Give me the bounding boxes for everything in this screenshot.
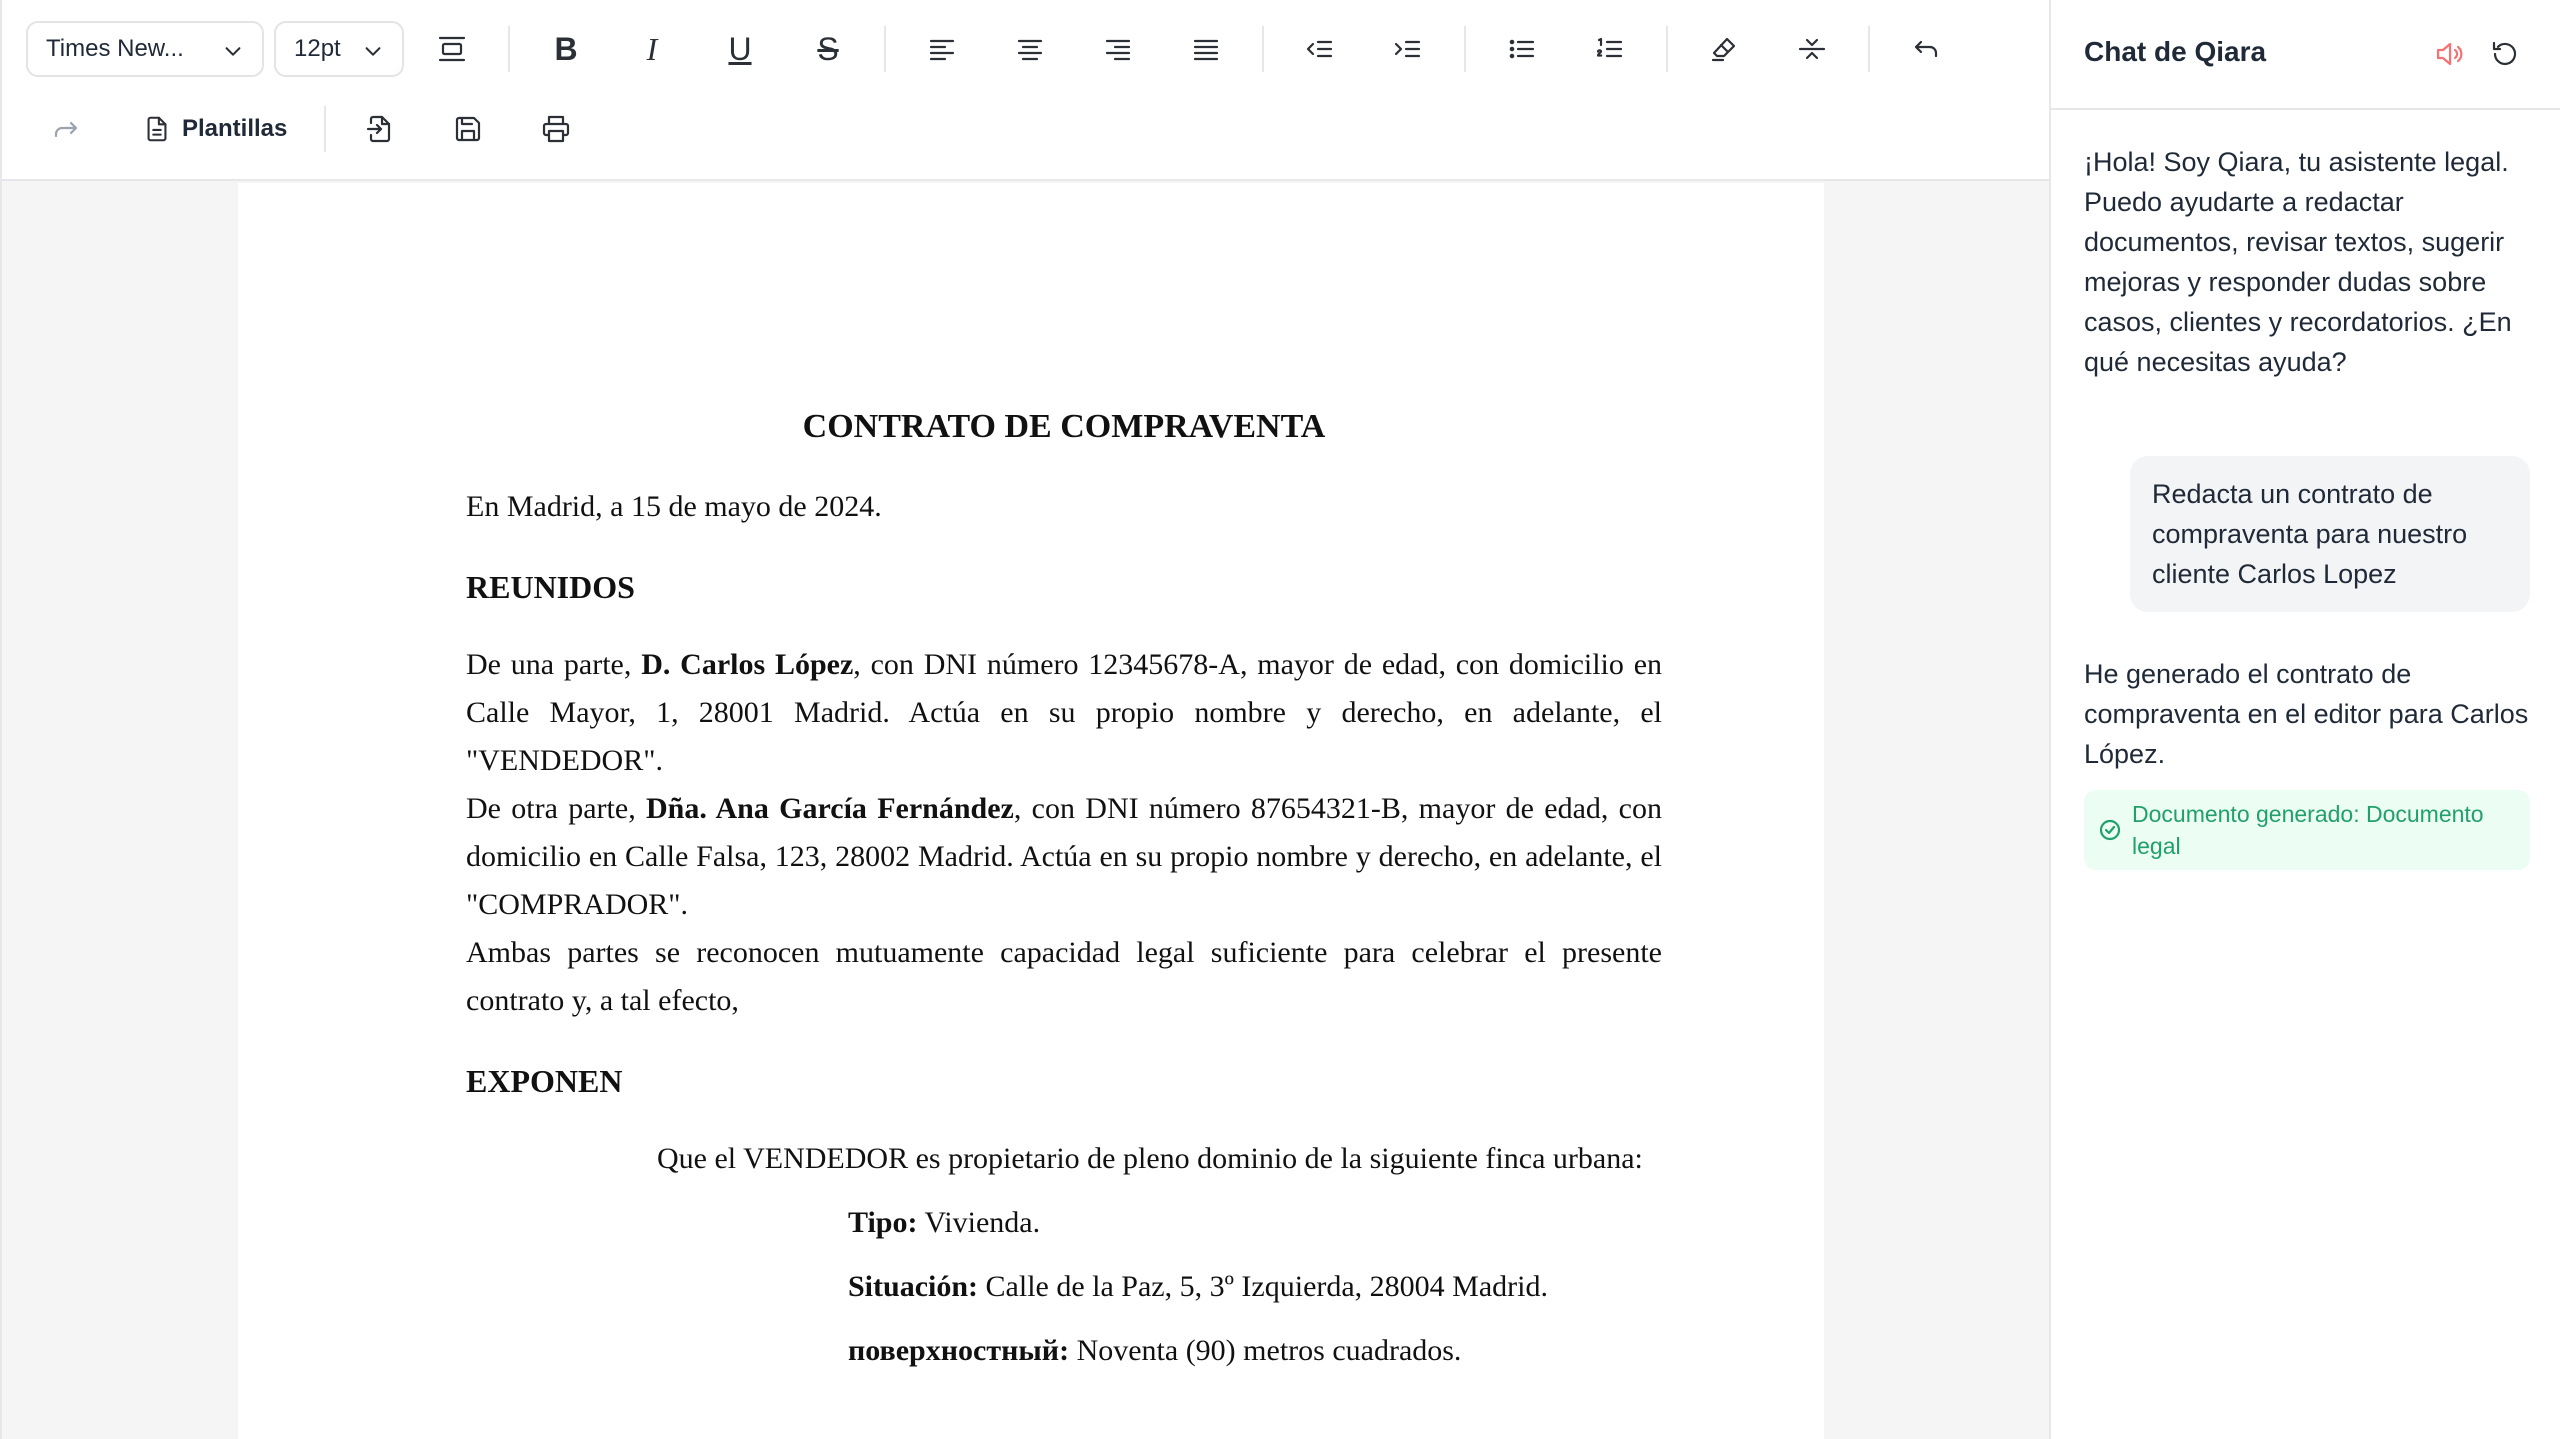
underline-button[interactable]: [712, 21, 768, 77]
font-size-select[interactable]: [274, 21, 404, 77]
font-family-value: Times New...: [46, 35, 184, 62]
item-value: Noventa (90) metros cuadrados.: [1069, 1334, 1462, 1367]
save-button[interactable]: [440, 101, 496, 157]
document-body[interactable]: [466, 403, 1662, 1375]
toolbar-divider: [1666, 26, 1668, 72]
property-item: [848, 1327, 1662, 1375]
toolbar-divider: [324, 106, 326, 152]
indent-button[interactable]: [1380, 21, 1436, 77]
bullet-list-button[interactable]: [1494, 21, 1550, 77]
undo-button[interactable]: [1898, 21, 1954, 77]
export-icon: [364, 113, 396, 145]
paragraph-comprador: [466, 785, 1662, 929]
paragraph-exponen: Que el VENDEDOR es propietario de pleno dominio de la siguiente finca urbana:: [657, 1142, 1643, 1175]
numbered-list-icon: [1594, 33, 1626, 65]
document-generated-badge[interactable]: [2084, 790, 2530, 870]
toolbar-divider: [508, 26, 510, 72]
heading-exponen: EXPONEN: [466, 1063, 623, 1099]
document-icon: [142, 114, 172, 144]
horizontal-rule-icon: [1796, 33, 1828, 65]
refresh-icon: [2489, 38, 2521, 70]
item-label: Tipo:: [848, 1206, 918, 1239]
bold-icon: B: [554, 31, 578, 67]
redo-icon: [50, 113, 82, 145]
text: De una parte,: [466, 648, 642, 681]
print-icon: [540, 113, 572, 145]
chevron-down-icon: [362, 40, 384, 62]
party-name: Dña. Ana García Fernández: [646, 792, 1014, 825]
underline-icon: U: [728, 31, 752, 67]
date-line: En Madrid, a 15 de mayo de 2024.: [466, 490, 882, 523]
reset-chat-button[interactable]: [2485, 34, 2525, 74]
align-center-icon: [1014, 33, 1046, 65]
redo-button[interactable]: [38, 101, 94, 157]
strikethrough-button[interactable]: [800, 21, 856, 77]
numbered-list-button[interactable]: [1582, 21, 1638, 77]
item-label: поверхностный:: [848, 1334, 1070, 1367]
item-value: Calle de la Paz, 5, 3º Izquierda, 28004 Madrid.: [978, 1270, 1549, 1303]
align-left-icon: [926, 33, 958, 65]
undo-icon: [1910, 33, 1942, 65]
text: , con DNI número 12345678-A, mayor de edad, con domicilio en Calle Mayor, 1, 28001 Madrid. Actúa en su propio nombre y derecho, en adelante, el "VENDEDOR".: [466, 648, 1663, 777]
margins-icon: [436, 33, 468, 65]
justify-button[interactable]: [1178, 21, 1234, 77]
save-icon: [452, 113, 484, 145]
outdent-button[interactable]: [1292, 21, 1348, 77]
toolbar-row-1: [2, 8, 2051, 88]
assistant-message: He generado el contrato de compraventa en el editor para Carlos López.: [2084, 659, 2529, 769]
heading-reunidos: REUNIDOS: [466, 569, 635, 605]
sound-toggle-button[interactable]: [2429, 34, 2469, 74]
clear-format-icon: [1708, 33, 1740, 65]
check-circle-icon: [2098, 818, 2122, 842]
chat-title: Chat de Qiara: [2084, 36, 2267, 67]
text: De otra parte,: [466, 792, 646, 825]
align-left-button[interactable]: [914, 21, 970, 77]
chevron-down-icon: [222, 40, 244, 62]
align-right-icon: [1102, 33, 1134, 65]
clear-format-button[interactable]: [1696, 21, 1752, 77]
italic-button[interactable]: [624, 21, 680, 77]
align-right-button[interactable]: [1090, 21, 1146, 77]
property-item: [848, 1263, 1662, 1311]
text: , con DNI número 87654321-B, mayor de edad, con domicilio en Calle Falsa, 123, 28002 Madrid. Actúa en su propio nombre y derecho, en adelante, el "COMPRADOR".: [466, 792, 1663, 921]
document-title: CONTRATO DE COMPRAVENTA: [802, 408, 1326, 445]
export-button[interactable]: [352, 101, 408, 157]
font-family-select[interactable]: [26, 21, 264, 77]
editor-toolbar: [2, 0, 2051, 181]
paragraph-vendedor: [466, 641, 1662, 785]
toolbar-divider: [884, 26, 886, 72]
strikethrough-icon: S: [817, 31, 839, 67]
horizontal-rule-button[interactable]: [1784, 21, 1840, 77]
speaker-icon: [2433, 38, 2465, 70]
toolbar-divider: [1262, 26, 1264, 72]
align-center-button[interactable]: [1002, 21, 1058, 77]
chat-header: [2051, 0, 2560, 110]
indent-icon: [1392, 33, 1424, 65]
assistant-message: ¡Hola! Soy Qiara, tu asistente legal. Puedo ayudarte a redactar documentos, revisar textos, sugerir mejoras y responder dudas sobre casos, clientes y recordatorios. ¿En qué necesitas ayuda?: [2084, 147, 2512, 377]
print-button[interactable]: [528, 101, 584, 157]
templates-button[interactable]: [126, 101, 303, 157]
paragraph-capacidad: Ambas partes se reconocen mutuamente capacidad legal suficiente para celebrar el presente contrato y, a tal efecto,: [466, 936, 1662, 1017]
user-message: Redacta un contrato de compraventa para nuestro cliente Carlos Lopez: [2130, 456, 2530, 612]
document-page[interactable]: [238, 183, 1824, 1439]
templates-label: Plantillas: [182, 115, 288, 142]
chat-pane: [2049, 0, 2560, 1439]
font-size-value: 12pt: [294, 35, 341, 62]
item-value: Vivienda.: [917, 1206, 1041, 1239]
toolbar-row-2: [2, 88, 2051, 168]
toolbar-divider: [1464, 26, 1466, 72]
bullet-list-icon: [1506, 33, 1538, 65]
margins-button[interactable]: [424, 21, 480, 77]
item-label: Situación:: [848, 1270, 979, 1303]
outdent-icon: [1304, 33, 1336, 65]
party-name: D. Carlos López: [641, 648, 854, 681]
bold-button[interactable]: [538, 21, 594, 77]
badge-label: Documento generado: Documento legal: [2132, 801, 2484, 859]
toolbar-divider: [1868, 26, 1870, 72]
justify-icon: [1190, 33, 1222, 65]
property-item: [848, 1199, 1662, 1247]
italic-icon: I: [646, 31, 658, 67]
